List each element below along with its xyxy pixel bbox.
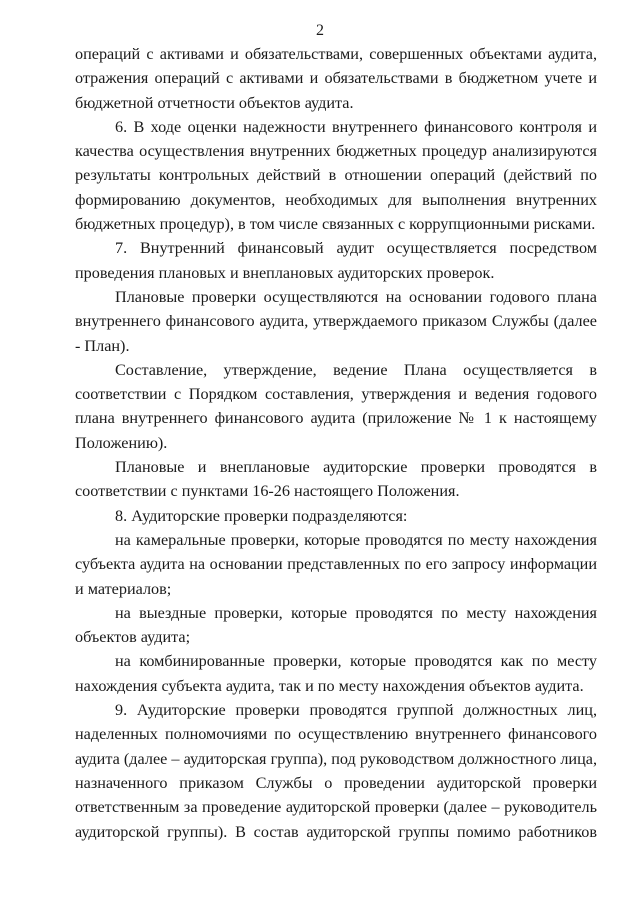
paragraph-plan-preparation: Составление, утверждение, ведение Плана осуществляется в соответствии с Порядком составления, утверждения и ведения годового плана внутреннего финансового аудита (приложение № 1 к настоящему Положению). bbox=[75, 360, 597, 452]
page-number: 2 bbox=[316, 22, 324, 39]
paragraph-item-9: 9. Аудиторские проверки проводятся группой должностных лиц, наделенных полномочиями по осуществлению внутреннего финансового аудита (далее – аудиторская группа), под руководством должностного лица, назначенного приказом Службы о проведении аудиторской проверки ответственным за проведение аудиторской проверки (далее – руководитель аудиторской группы). В состав аудиторской группы помимо работников bbox=[75, 701, 597, 841]
paragraph-item-6: 6. В ходе оценки надежности внутреннего финансового контроля и качества осуществления внутренних бюджетных процедур анализируются результаты контрольных действий в отношении операций (действий по формированию документов, необходимых для выполнения внутренних бюджетных процедур), в том числе связанных с коррупционными рисками. bbox=[75, 117, 597, 234]
paragraph-field-audits: на выездные проверки, которые проводятся по месту нахождения объектов аудита; bbox=[75, 603, 597, 647]
paragraph-combined-audits: на комбинированные проверки, которые проводятся как по месту нахождения субъекта аудита, так и по месту нахождения объектов аудита. bbox=[75, 652, 597, 695]
paragraph-desk-audits: на камеральные проверки, которые проводятся по месту нахождения субъекта аудита на основании представленных по его запросу информации и материалов; bbox=[75, 530, 597, 598]
paragraph-audits-conducted: Плановые и внеплановые аудиторские проверки проводятся в соответствии с пунктами 16-26 настоящего Положения. bbox=[75, 458, 597, 501]
paragraph-item-7: 7. Внутренний финансовый аудит осуществляется посредством проведения плановых и внеплановых аудиторских проверок. bbox=[75, 239, 597, 282]
paragraph-continuation: операций с активами и обязательствами, совершенных объектами аудита, отражения операций с активами и обязательствами в бюджетном учете и бюджетной отчетности объектов аудита. bbox=[75, 45, 597, 112]
paragraph-item-8: 8. Аудиторские проверки подразделяются: bbox=[115, 506, 408, 525]
document-body bbox=[75, 42, 597, 844]
paragraph-planned-audits: Плановые проверки осуществляются на основании годового плана внутреннего финансового аудита, утверждаемого приказом Службы (далее - План). bbox=[75, 287, 597, 355]
